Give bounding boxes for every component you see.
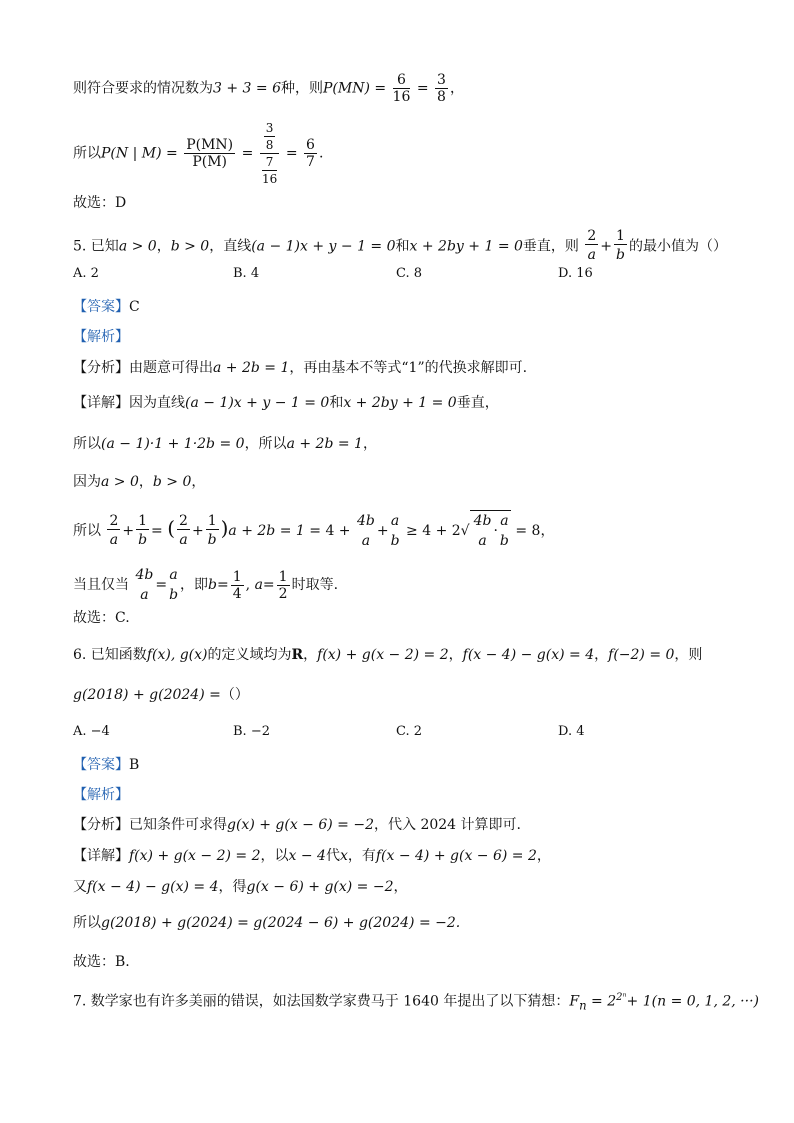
fraction: $\frac{1}{4}$ bbox=[232, 568, 242, 602]
q6-answer bbox=[73, 755, 139, 775]
text: = 4 + bbox=[309, 523, 351, 539]
answer-tag: 【答案】 bbox=[73, 299, 129, 315]
text: ，代入 2024 计算即可. bbox=[374, 817, 521, 833]
fraction bbox=[391, 511, 400, 551]
numerator: 4b bbox=[357, 513, 375, 529]
text: 因为直线 bbox=[129, 395, 185, 411]
text: 和 bbox=[329, 395, 344, 411]
denominator: 7 bbox=[306, 154, 315, 170]
text: ， bbox=[449, 80, 464, 97]
math: f(x) + g(x − 2) = 2 bbox=[317, 647, 449, 663]
fraction bbox=[474, 511, 492, 551]
fraction bbox=[135, 565, 153, 605]
math: f(x − 4) + g(x − 6) = 2 bbox=[375, 848, 537, 864]
text: ， bbox=[536, 848, 551, 864]
q6-stem: 6. 已知函数f(x), g(x)的定义域均为R，f(x) + g(x − 2) = 2，f(x − 4) − g(x) = 4，f(−2) = 0，则 bbox=[73, 647, 703, 663]
math: x + 2by + 1 = 0 bbox=[409, 238, 523, 255]
denominator: b bbox=[169, 587, 179, 603]
math: + 1(n = 0, 1, 2, ···) bbox=[626, 993, 759, 1010]
math: x bbox=[339, 848, 348, 864]
q5-analysis-tag bbox=[73, 327, 129, 347]
tag: 【分析】 bbox=[73, 360, 129, 376]
text: 代 bbox=[325, 848, 340, 864]
analysis-tag: 【解析】 bbox=[73, 329, 129, 345]
denominator bbox=[260, 154, 280, 187]
text: ，再由基本不等式“1”的代换求解即可. bbox=[289, 360, 528, 376]
numerator: 6 bbox=[306, 137, 315, 153]
math: f(x − 4) − g(x) = 4 bbox=[87, 879, 219, 895]
math: f(x − 4) − g(x) = 4 bbox=[462, 647, 595, 663]
text: 由题意可得出 bbox=[129, 360, 213, 376]
q7-stem bbox=[73, 988, 759, 1015]
q5-answer bbox=[73, 297, 140, 317]
numerator: 7 bbox=[262, 154, 277, 171]
denominator: a bbox=[179, 531, 188, 548]
q6-option-b[interactable]: B. −2 bbox=[233, 724, 270, 739]
fraction bbox=[304, 137, 317, 170]
tag: 【详解】 bbox=[73, 395, 129, 411]
math: g(2018) + g(2024) = bbox=[73, 687, 221, 703]
denominator: a bbox=[587, 247, 597, 263]
text: ，以 bbox=[260, 848, 289, 864]
math: = 2 bbox=[591, 993, 617, 1010]
q5-step2 bbox=[73, 434, 377, 454]
denominator: a bbox=[109, 531, 119, 548]
math: 3 + 3 = 6 bbox=[213, 80, 281, 97]
numerator: a bbox=[169, 567, 178, 583]
text: 6. 已知函数 bbox=[73, 647, 147, 663]
math: 2ⁿ bbox=[616, 992, 627, 1003]
text: 则符合要求的情况数为 bbox=[73, 80, 213, 97]
text: 所以 bbox=[73, 436, 101, 452]
math: b > 0 bbox=[152, 474, 192, 490]
text: 和 bbox=[395, 238, 410, 255]
text: = 8 bbox=[515, 523, 541, 539]
equals: = bbox=[416, 80, 429, 97]
numerator: 6 bbox=[393, 72, 411, 89]
tag: 【详解】 bbox=[73, 848, 129, 864]
answer-tag: 【答案】 bbox=[73, 757, 129, 773]
text: ， bbox=[393, 879, 408, 895]
analysis-tag: 【解析】 bbox=[73, 787, 129, 803]
q5-fenxi bbox=[73, 358, 527, 378]
numerator: 3 bbox=[437, 72, 446, 88]
text: 已知条件可求得 bbox=[129, 817, 227, 833]
fraction bbox=[177, 513, 190, 550]
math: g(x) + g(x − 6) = −2 bbox=[227, 817, 374, 833]
q5-option-a[interactable]: A. 2 bbox=[73, 266, 99, 281]
numerator bbox=[260, 120, 280, 154]
numerator: P(MN) bbox=[186, 137, 234, 153]
denominator: 8 bbox=[265, 138, 274, 152]
q6-step3 bbox=[73, 913, 460, 933]
q5-step4: 所以 $\frac{2}{a}$ + $\frac{1}{b}$ = ( $\frac{2}{a}$ + $\frac{1}{b} )a + 2b = 1 = 4$ + 4b a + a b ≥ 4 + 2√ 4b a · a b = 8， bbox=[73, 510, 554, 551]
line-choose-d bbox=[73, 193, 126, 213]
math: n bbox=[579, 998, 587, 1013]
text: 当且仅当 bbox=[73, 577, 129, 593]
math: P(MN) = bbox=[322, 80, 387, 97]
numerator: 1 bbox=[207, 512, 217, 529]
denominator: a bbox=[478, 533, 487, 549]
numerator: 3 bbox=[265, 121, 274, 135]
text: 垂直， bbox=[456, 395, 499, 411]
numerator: 1 bbox=[138, 512, 148, 529]
denominator: b bbox=[499, 533, 509, 549]
q5-stem: 5. 已知a > 0，b > 0，直线(a − 1)x + y − 1 = 0和x + 2by + 1 = 0垂直，则 $\frac{2}{a}$ + $\frac{1}{b}$ 的最小值为（） bbox=[73, 228, 727, 263]
denominator: b bbox=[207, 531, 217, 548]
text: 因为 bbox=[73, 474, 101, 490]
tag: 【分析】 bbox=[73, 817, 129, 833]
math: a > 0 bbox=[101, 474, 139, 490]
q5-step3: 因为a > 0，b > 0， bbox=[73, 474, 206, 490]
q6-step2 bbox=[73, 877, 408, 897]
fraction bbox=[262, 154, 277, 187]
denominator: a bbox=[140, 587, 149, 603]
math: P(N | M) = bbox=[101, 145, 178, 162]
q6-option-c[interactable]: C. 2 bbox=[396, 724, 423, 739]
fraction bbox=[393, 72, 411, 105]
q6-option-a[interactable]: A. −4 bbox=[73, 724, 110, 739]
text: ，则 bbox=[674, 647, 703, 663]
text: 垂直，则 bbox=[522, 238, 579, 255]
fraction bbox=[184, 137, 235, 170]
q6-option-d[interactable]: D. 4 bbox=[558, 724, 585, 739]
math: x + 2by + 1 = 0 bbox=[343, 395, 457, 411]
text: 时取等. bbox=[291, 577, 339, 593]
q5-choose bbox=[73, 608, 130, 628]
math: R bbox=[291, 647, 304, 663]
denominator: 16 bbox=[392, 89, 411, 105]
q5-option-b[interactable]: B. 4 bbox=[233, 266, 260, 281]
denominator: 16 bbox=[261, 172, 278, 186]
numerator: 4b bbox=[473, 513, 492, 529]
text: ≥ 4 + 2 bbox=[406, 523, 461, 539]
text: 的定义域均为 bbox=[207, 647, 292, 663]
numerator: a bbox=[390, 513, 400, 529]
text: 所以 bbox=[73, 145, 101, 162]
math: (a − 1)·1 + 1·2b = 0 bbox=[101, 436, 245, 452]
q5-xiangjie bbox=[73, 393, 499, 413]
text: （） bbox=[220, 687, 249, 703]
text: 故选：C. bbox=[73, 610, 130, 626]
line-prob-count bbox=[73, 72, 464, 105]
denominator: P(M) bbox=[192, 154, 227, 170]
denominator: b bbox=[390, 533, 400, 549]
math: b > 0 bbox=[170, 238, 210, 255]
math: g(2018) + g(2024) = g(2024 − 6) + g(2024) = −2. bbox=[101, 915, 461, 931]
q5-option-c[interactable]: C. 8 bbox=[396, 266, 423, 281]
text: ，得 bbox=[218, 879, 247, 895]
math: a + 2b = 1 bbox=[228, 523, 305, 539]
fraction bbox=[206, 513, 219, 550]
math: f(−2) = 0 bbox=[608, 647, 675, 663]
q6-xiangjie bbox=[73, 846, 551, 866]
text: 故选：B. bbox=[73, 954, 130, 970]
denominator: b bbox=[616, 247, 625, 263]
answer-value: B bbox=[129, 757, 140, 773]
math: a + 2b = 1 bbox=[286, 436, 363, 452]
math: f(x), g(x) bbox=[146, 647, 208, 663]
fraction bbox=[136, 513, 149, 550]
q6-analysis-tag bbox=[73, 785, 129, 805]
text: 故选：D bbox=[73, 195, 127, 211]
sqrt: 4b a · a b bbox=[470, 510, 511, 551]
numerator: 1 bbox=[616, 228, 625, 244]
math: (a − 1)x + y − 1 = 0 bbox=[185, 395, 330, 411]
fraction bbox=[614, 228, 627, 265]
math: a + 2b = 1 bbox=[213, 360, 290, 376]
fraction bbox=[169, 565, 178, 605]
numerator: 2 bbox=[109, 512, 119, 529]
text: ， bbox=[362, 436, 377, 452]
compound-fraction bbox=[260, 120, 280, 187]
math: a > 0 bbox=[118, 238, 157, 255]
fraction bbox=[264, 120, 276, 153]
math: g(x − 6) + g(x) = −2 bbox=[246, 879, 394, 895]
text: 种，则 bbox=[280, 80, 323, 97]
fraction bbox=[107, 513, 120, 550]
text: 7. 数学家也有许多美丽的错误，如法国数学家费马于 1640 年提出了以下猜想： bbox=[73, 993, 570, 1010]
text: + bbox=[376, 523, 389, 539]
text: ，直线 bbox=[209, 238, 252, 255]
fraction: $\frac{1}{2}$ bbox=[278, 568, 288, 602]
text: ，有 bbox=[347, 848, 376, 864]
text: 所以 bbox=[73, 915, 101, 931]
math: (a − 1)x + y − 1 = 0 bbox=[251, 238, 396, 255]
text: 所以 bbox=[73, 523, 101, 539]
q6-choose bbox=[73, 952, 130, 972]
text: ，所以 bbox=[244, 436, 287, 452]
numerator: 2 bbox=[587, 228, 597, 244]
text: . bbox=[318, 145, 324, 162]
numerator: 2 bbox=[179, 512, 188, 529]
q6-stem-2 bbox=[73, 685, 249, 705]
math: f(x) + g(x − 2) = 2 bbox=[129, 848, 261, 864]
fraction bbox=[435, 72, 448, 105]
denominator: b bbox=[138, 531, 148, 548]
text: ，即 bbox=[180, 577, 209, 593]
text: 5. 已知 bbox=[73, 238, 119, 255]
denominator: a bbox=[361, 533, 371, 549]
q5-step5: 当且仅当 4b a = a b ，即b= $\frac{1}{4}$ , a= $\frac{1}{2}$ 时取等. bbox=[73, 567, 339, 603]
numerator: 4b bbox=[135, 567, 154, 583]
line-conditional-prob: 所以P(N | M) = $\frac{P(MN)}{P(M)}$ = $\frac{\frac{3}{8}}{\frac{7}{16}}$ = $\frac{6}{7}$ . bbox=[73, 121, 324, 186]
text: 的最小值为（） bbox=[628, 238, 727, 255]
fraction bbox=[585, 228, 598, 265]
math: F bbox=[569, 993, 580, 1010]
fraction bbox=[357, 511, 375, 551]
text: 又 bbox=[73, 879, 87, 895]
math: x − 4 bbox=[288, 848, 326, 864]
q5-option-d[interactable]: D. 16 bbox=[558, 266, 593, 281]
q6-fenxi bbox=[73, 815, 521, 835]
fraction bbox=[500, 511, 509, 551]
numerator: a bbox=[500, 513, 509, 529]
denominator: 8 bbox=[437, 89, 446, 105]
answer-value: C bbox=[129, 299, 140, 315]
